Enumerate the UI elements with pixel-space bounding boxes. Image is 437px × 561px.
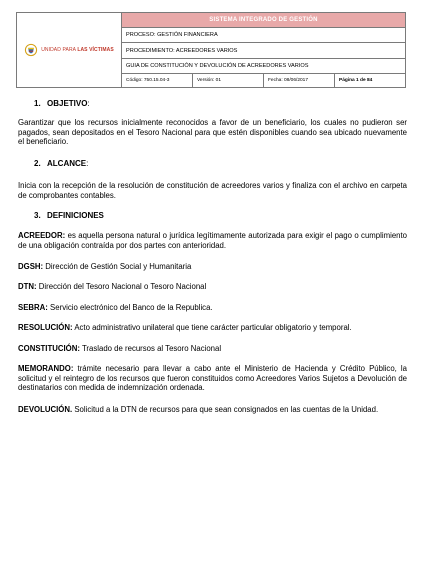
definition-item: DEVOLUCIÓN. Solicitud a la DTN de recursos para que sean consignados en las cuentas de la Unidad.	[18, 405, 379, 414]
guia-label: GUIA DE CONSTITUCIÓN Y DEVOLUCIÓN DE ACREEDORES VARIOS	[122, 58, 406, 73]
page-number: Página 1 de 84	[335, 73, 406, 87]
coat-of-arms-icon	[24, 43, 38, 57]
codigo-label: Código: 750.15.04-3	[122, 73, 193, 87]
fecha-label: Fecha: 08/06/2017	[264, 73, 335, 87]
objetivo-paragraph: Garantizar que los recursos inicialmente reconocidos a favor de un beneficiario, los cuales no pudieron ser pagados, sean depositados en el Tesoro Nacional para que estén disponibles cuando sea ubicado nuevamente el beneficiario.	[18, 118, 407, 147]
alcance-paragraph: Inicia con la recepción de la resolución de constitución de acreedores varios y finaliza con el archivo en carpeta de comprobantes contables.	[18, 181, 407, 200]
definition-item: SEBRA: Servicio electrónico del Banco de la Republica.	[18, 303, 213, 312]
section-heading-alcance: 2. ALCANCE:	[34, 159, 89, 168]
procedimiento-label: PROCEDIMIENTO: ACREEDORES VARIOS	[122, 43, 406, 58]
definition-item: MEMORANDO: trámite necesario para llevar a cabo ante el Ministerio de Hacienda y Crédito Público, la solicitud y el reintegro de los recursos que fueron constituidos como Acreedores Varios Sujetos a Devolución de destinatarios con medida de indemnización ordenada.	[18, 364, 407, 393]
system-title: SISTEMA INTEGRADO DE GESTIÓN	[122, 13, 406, 28]
logo-cell	[17, 13, 122, 88]
definition-item: RESOLUCIÓN: Acto administrativo unilateral que tiene carácter particular obligatorio y temporal.	[18, 323, 352, 332]
definition-item: CONSTITUCIÓN: Traslado de recursos al Tesoro Nacional	[18, 344, 222, 353]
logo-text: UNIDAD PARA LAS VÍCTIMAS	[41, 47, 114, 53]
unidad-victimas-logo	[21, 43, 117, 57]
version-label: Versión: 01	[193, 73, 264, 87]
proceso-label: PROCESO: GESTIÓN FINANCIERA	[122, 28, 406, 43]
section-heading-objetivo: 1. OBJETIVO:	[34, 99, 90, 108]
definition-item: DGSH: Dirección de Gestión Social y Humanitaria	[18, 262, 192, 271]
section-heading-definiciones: 3. DEFINICIONES	[34, 211, 104, 220]
definition-item: ACREEDOR: es aquella persona natural o jurídica legítimamente autorizada para exigir el pago o cumplimiento de una obligación contraída por dos partes con anterioridad.	[18, 231, 407, 250]
document-header	[16, 12, 406, 88]
definition-item: DTN: Dirección del Tesoro Nacional o Tesoro Nacional	[18, 282, 207, 291]
